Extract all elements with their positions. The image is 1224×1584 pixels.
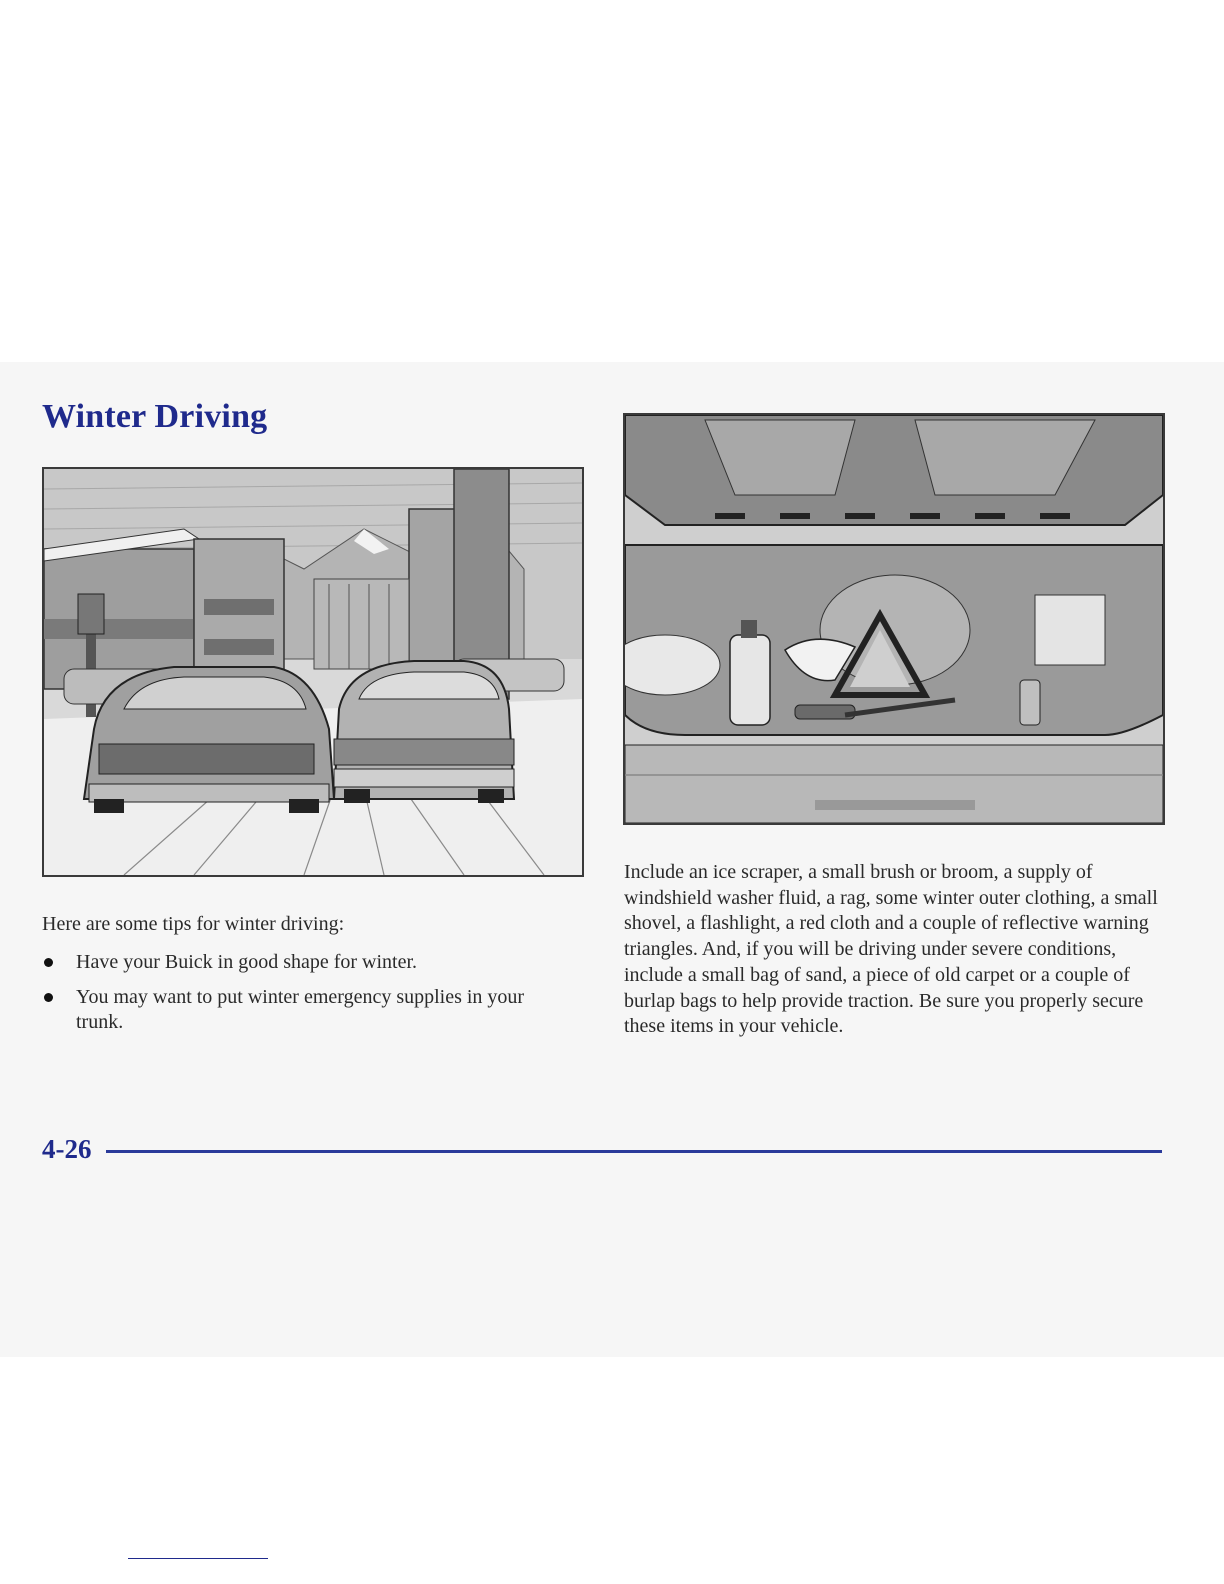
page-title: Winter Driving — [42, 398, 268, 435]
bullet-icon — [44, 958, 53, 967]
footer-rule — [106, 1150, 1162, 1153]
bottom-rule — [128, 1558, 268, 1559]
trunk-supplies-illustration — [623, 413, 1165, 825]
bullet-icon — [44, 993, 53, 1002]
winter-street-illustration — [42, 467, 584, 877]
list-item-text: Have your Buick in good shape for winter. — [76, 951, 418, 973]
supplies-paragraph: Include an ice scraper, a small brush or broom, a supply of windshield washer fluid, a rag, some winter outer clothing, a small shovel, a flashlight, a red cloth and a couple of reflective warning triangles. And, if you will be driving under severe conditions, include a small bag of sand, a piece of old carpet or a couple of burlap bags to help provide traction. Be sure you properly secure these items in your vehicle. — [624, 861, 1158, 1038]
list-item — [42, 950, 572, 975]
page-number: 4-26 — [42, 1134, 92, 1164]
list-item — [42, 985, 572, 1035]
list-item-text: You may want to put winter emergency supplies in your trunk. — [76, 986, 525, 1033]
tips-list — [42, 950, 572, 1045]
tips-intro: Here are some tips for winter driving: — [42, 913, 345, 935]
